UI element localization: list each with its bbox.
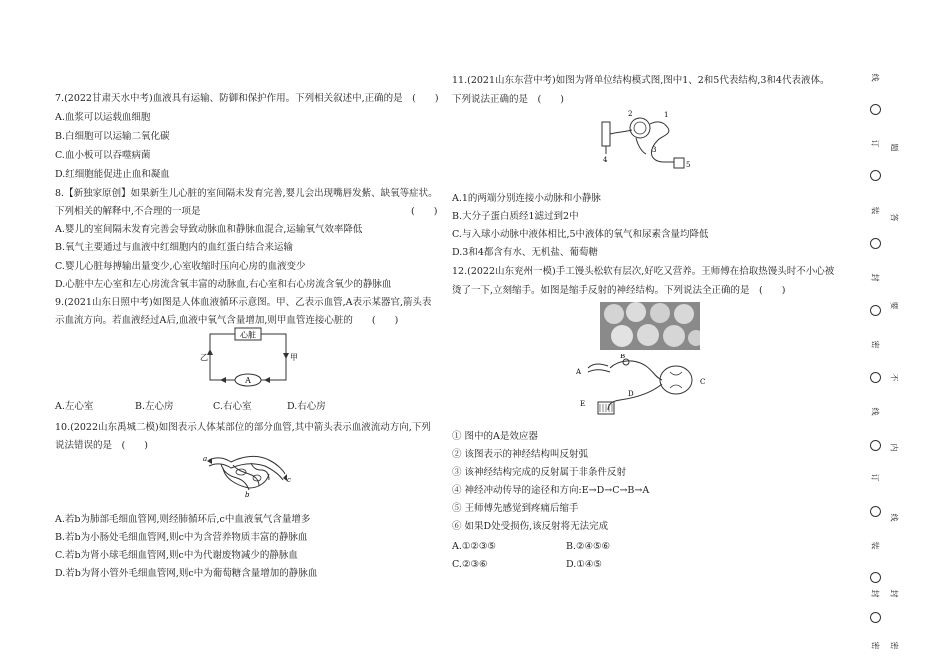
steamed-buns-photo (600, 302, 700, 350)
q8-answer-bracket: ( ) (411, 206, 438, 217)
circulation-loop (210, 334, 286, 380)
label-B: B (620, 354, 626, 360)
glomerulus (634, 122, 646, 134)
binding-hole (870, 572, 881, 583)
binding-hole (870, 238, 881, 249)
binding-char: 装 (870, 206, 880, 215)
afferent-nerve (610, 361, 662, 380)
vessel-jia-label: 甲 (290, 353, 298, 362)
q12-statement-2: ② 该图表示的神经结构叫反射弧 (452, 449, 589, 460)
label-1: 1 (664, 111, 669, 119)
binding-hole (870, 372, 881, 383)
q7-option-a: A.血浆可以运载血细胞 (55, 112, 151, 123)
binding-char: 线 (870, 407, 880, 416)
binding-note-char: 不 (889, 373, 899, 382)
tube-left (602, 122, 610, 146)
spinal-cord (660, 366, 692, 394)
arrow-left-bottom (220, 377, 226, 383)
q11-stem-line2: 下列说法正确的是 ( ) (452, 94, 564, 105)
q10-option-b: B.若b为小肠处毛细血管网,则c中为含营养物质丰富的静脉血 (55, 532, 308, 543)
label-C: C (700, 378, 706, 386)
binding-char: 封 (870, 273, 880, 282)
q8-stem-line2: 下列相关的解释中,不合理的一项是 (55, 206, 201, 217)
binding-note-char: 题 (889, 143, 899, 152)
q7-option-b: B.白细胞可以运输二氧化碳 (55, 131, 170, 142)
label-5: 5 (686, 161, 691, 169)
q9-option-a: A.左心室 (55, 401, 94, 412)
binding-char: 密 (870, 340, 880, 349)
q12-statement-1: ① 图中的A是效应器 (452, 431, 538, 442)
binding-note-char: 内 (889, 443, 899, 452)
q11-option-b: B.大分子蛋白质经1滤过到2中 (452, 211, 579, 222)
q12-option-c: C.②③⑥ (452, 559, 488, 570)
q8-option-d: D.心脏中左心室和左心房流含氧丰富的动脉血,右心室和右心房流含氧少的静脉血 (55, 279, 392, 290)
label-A: A (576, 368, 582, 376)
binding-char: 订 (870, 473, 880, 482)
hand-finger (588, 364, 608, 368)
q9-option-b: B.左心房 (135, 401, 174, 412)
label-3: 3 (652, 146, 657, 154)
q7-option-d: D.红细胞能促进止血和凝血 (55, 169, 170, 180)
q10-option-d: D.若b为肾小管外毛细血管网,则c中为葡萄糖含量增加的静脉血 (55, 568, 318, 579)
q12-option-b: B.②④⑤⑥ (566, 541, 611, 552)
q7-stem: 7.(2022甘肃天水中考)血液具有运输、防御和保护作用。下列相关叙述中,正确的是 ( ) (55, 93, 439, 104)
q11-option-a: A.1的两端分别连接小动脉和小静脉 (452, 193, 601, 204)
q12-statement-4: ④ 神经冲动传导的途径和方向:E→D→C→B→A (452, 485, 650, 496)
q11-option-d: D.3和4都含有水、无机盐、葡萄糖 (452, 247, 598, 258)
vessel-yi-label: 乙 (200, 353, 208, 362)
q10-stem-line2: 说法错误的是 ( ) (55, 440, 148, 451)
q12-statement-5: ⑤ 王师傅先感觉到疼痛后缩手 (452, 503, 579, 514)
arrow-left-bottom-2 (264, 377, 270, 383)
binding-hole (870, 170, 881, 181)
q8-option-b: B.氧气主要通过与血液中红细胞内的血红蛋白结合来运输 (55, 242, 294, 253)
q9-option-d: D.右心房 (287, 401, 326, 412)
q11-stem-line1: 11.(2021山东东营中考)如图为肾单位结构模式图,图中1、2和5代表结构,3和4代表液体。 (452, 75, 830, 86)
heart-label: 心脏 (240, 330, 256, 340)
q10-option-a: A.若b为肺部毛细血管网,则经肺循环后,c中血液氧气含量增多 (55, 514, 311, 525)
label-E: E (580, 400, 586, 408)
arrow-down-right (283, 353, 289, 359)
binding-note-char: 密 (889, 641, 899, 650)
binding-char: 封 (870, 589, 880, 598)
q7-option-c: C.血小板可以吞噬病菌 (55, 150, 151, 161)
q9-stem-line2: 示血流方向。若血液经过A后,血液中氧气含量增加,则甲血管连接心脏的 ( ) (55, 315, 399, 326)
organ-a-label: A (245, 376, 251, 385)
binding-note-char: 封 (889, 589, 899, 598)
reflex-arc-diagram (574, 354, 714, 420)
label-D: D (628, 390, 634, 398)
binding-note-char: 要 (889, 301, 899, 310)
binding-margin (858, 0, 898, 672)
q8-option-c: C.婴儿心脏每搏输出量变少,心室收缩时压向心房的血液变少 (55, 261, 306, 272)
binding-char: 密 (870, 641, 880, 650)
q11-option-c: C.与入球小动脉中液体相比,5中液体的氧气和尿素含量均降低 (452, 229, 709, 240)
renal-capsule (630, 118, 650, 138)
efferent-nerve (608, 384, 662, 410)
q12-stem-line2: 烫了一下,立刻缩手。如图是缩手反射的神经结构。下列说法全正确的是 ( ) (452, 285, 786, 296)
q12-statement-3: ③ 该神经结构完成的反射属于非条件反射 (452, 467, 627, 478)
nephron-diagram (592, 106, 692, 178)
label-a: a (203, 455, 208, 463)
binding-char: 订 (870, 139, 880, 148)
binding-note-char: 答 (889, 213, 899, 222)
label-2: 2 (628, 110, 633, 118)
q9-option-c: C.右心室 (213, 401, 252, 412)
binding-hole (870, 440, 881, 451)
q12-statement-6: ⑥ 如果D处受损伤,该反射将无法完成 (452, 521, 609, 532)
q12-stem-line1: 12.(2022山东兖州一模)手工馒头松软有层次,好吃又营养。王师傅在拾取热馒头时不小心被 (452, 266, 835, 277)
label-b: b (245, 491, 250, 498)
q8-stem-line1: 8.【新独家原创】如果新生儿心脏的室间隔未发育完善,婴儿会出现嘴唇发紫、缺氧等症状。 (55, 188, 438, 199)
binding-hole (870, 506, 881, 517)
vessel-network-diagram (203, 452, 293, 498)
label-4: 4 (603, 156, 608, 164)
binding-note-char: 线 (889, 513, 899, 522)
circulation-diagram (198, 326, 298, 388)
q9-stem-line1: 9.(2021山东日照中考)如图是人体血液循环示意图。甲、乙表示血管,A表示某器官,箭头表 (55, 297, 432, 308)
binding-hole (870, 612, 881, 623)
q12-option-d: D.①④⑤ (566, 559, 602, 570)
binding-char: 装 (870, 541, 880, 550)
binding-char: 线 (870, 73, 880, 82)
q10-stem-line1: 10.(2022山东禹城二模)如图表示人体某部位的部分血管,其中箭头表示血液流动方向,下列 (55, 422, 431, 433)
q8-option-a: A.婴儿的室间隔未发育完善会导致动脉血和静脉血混合,运输氧气效率降低 (55, 224, 363, 235)
label-c: c (287, 476, 291, 484)
binding-hole (870, 305, 881, 316)
q12-option-a: A.①②③⑤ (452, 541, 496, 552)
q10-option-c: C.若b为肾小球毛细血管网,则c中为代谢废物减少的静脉血 (55, 550, 298, 561)
binding-hole (870, 104, 881, 115)
